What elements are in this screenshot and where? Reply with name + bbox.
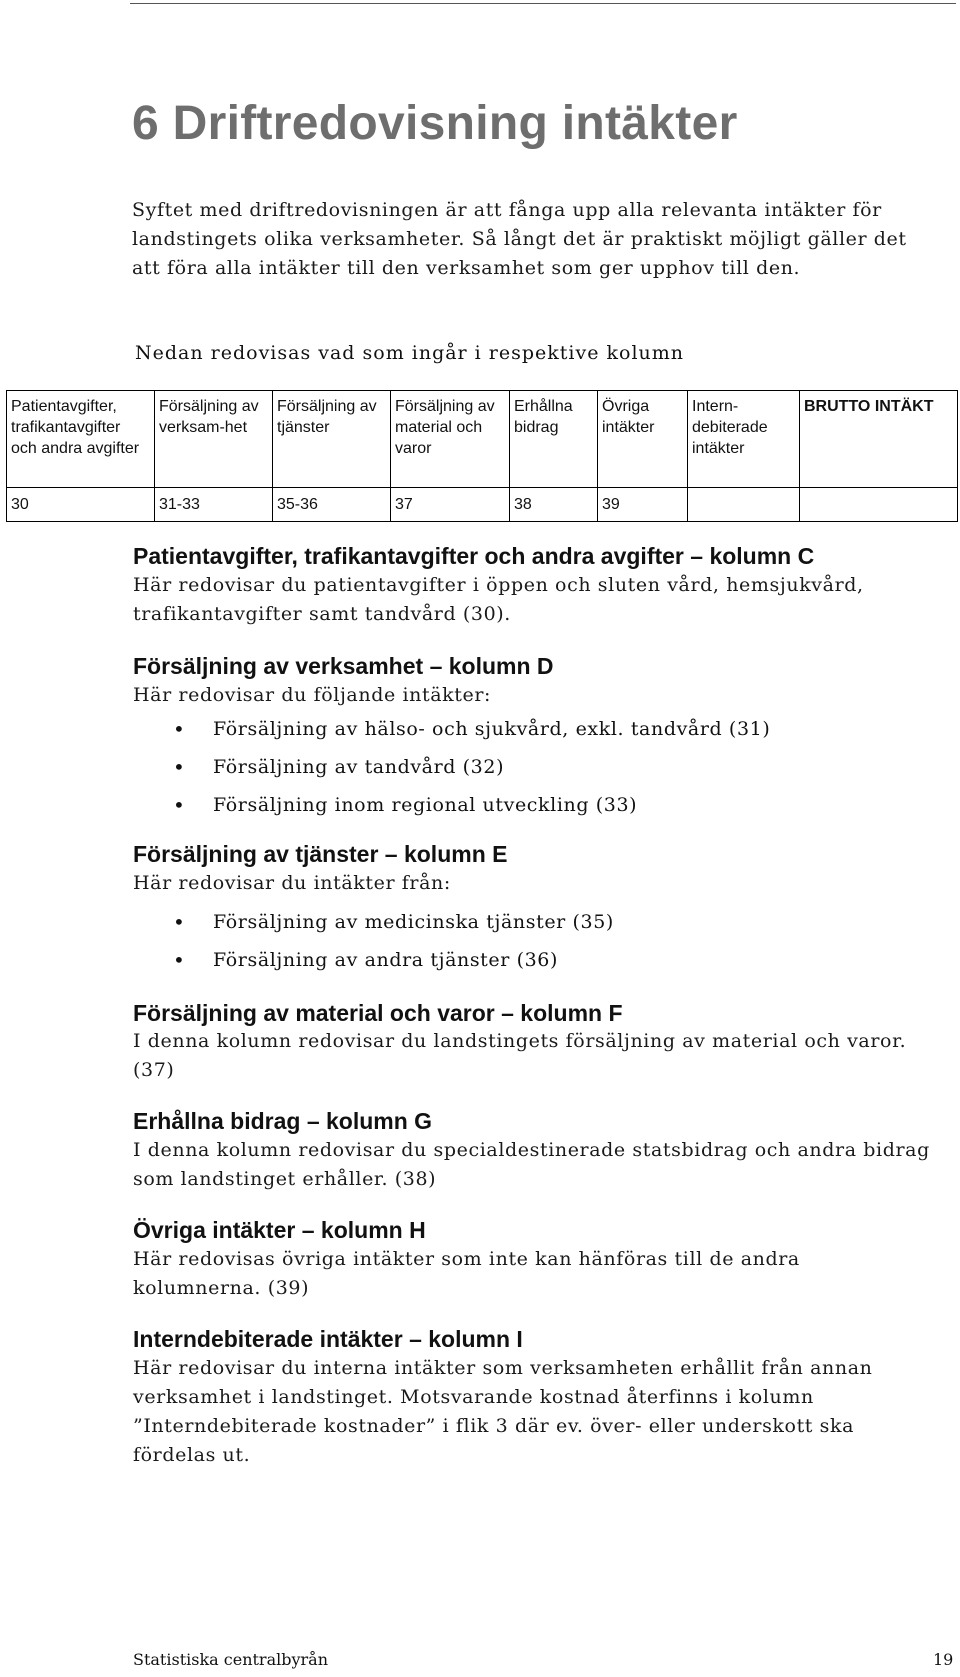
section-heading: Försäljning av tjänster – kolumn E bbox=[133, 841, 508, 867]
code-cell: 35-36 bbox=[273, 488, 391, 522]
table-caption: Nedan redovisas vad som ingår i respektive kolumn bbox=[135, 342, 685, 364]
bullet-list bbox=[133, 911, 614, 987]
bullet-list bbox=[133, 718, 770, 832]
section-heading: Försäljning av verksamhet – kolumn D bbox=[133, 653, 554, 679]
header-cell: Intern-debiterade intäkter bbox=[688, 391, 800, 488]
code-cell: 30 bbox=[7, 488, 155, 522]
section-heading: Övriga intäkter – kolumn H bbox=[133, 1217, 426, 1243]
code-cell: 39 bbox=[598, 488, 688, 522]
header-cell: Erhållna bidrag bbox=[510, 391, 598, 488]
table-header-row bbox=[7, 391, 958, 488]
code-cell: 37 bbox=[391, 488, 510, 522]
code-cell bbox=[688, 488, 800, 522]
list-item: • Försäljning av tandvård (32) bbox=[133, 756, 770, 794]
top-rule bbox=[130, 3, 956, 4]
section-heading: Försäljning av material och varor – kolumn F bbox=[133, 1000, 623, 1026]
header-cell: Försäljning av tjänster bbox=[273, 391, 391, 488]
code-cell: 31-33 bbox=[155, 488, 273, 522]
header-cell: Försäljning av material och varor bbox=[391, 391, 510, 488]
footer-publisher: Statistiska centralbyrån bbox=[133, 1650, 329, 1669]
code-cell bbox=[800, 488, 958, 522]
section-body: Här redovisas övriga intäkter som inte kan hänföras till de andra kolumnerna. (39) bbox=[133, 1248, 800, 1299]
section-body: Här redovisar du intäkter från: bbox=[133, 872, 451, 894]
section-body: Här redovisar du patientavgifter i öppen och sluten vård, hemsjukvård, trafikantavgifter samt tandvård (30). bbox=[133, 574, 864, 625]
code-cell: 38 bbox=[510, 488, 598, 522]
list-item: • Försäljning av hälso- och sjukvård, exkl. tandvård (31) bbox=[133, 718, 770, 756]
list-item: • Försäljning av medicinska tjänster (35) bbox=[133, 911, 614, 949]
header-cell-total: BRUTTO INTÄKT bbox=[800, 391, 958, 488]
section-body: Här redovisar du interna intäkter som verksamheten erhållit från annan verksamhet i landstinget. Motsvarande kostnad återfinns i kolumn ”Interndebiterade kostnader” i flik 3 där ev. över- eller underskott ska fördelas ut. bbox=[133, 1357, 873, 1466]
list-item: • Försäljning av andra tjänster (36) bbox=[133, 949, 614, 987]
header-cell: Försäljning av verksam-het bbox=[155, 391, 273, 488]
header-cell: Övriga intäkter bbox=[598, 391, 688, 488]
table-code-row bbox=[7, 488, 958, 522]
section-body: I denna kolumn redovisar du landstingets försäljning av material och varor. (37) bbox=[133, 1030, 907, 1081]
section-heading: Patientavgifter, trafikantavgifter och andra avgifter – kolumn C bbox=[133, 543, 815, 569]
section-heading: Interndebiterade intäkter – kolumn I bbox=[133, 1326, 523, 1352]
header-cell: Patientavgifter, trafikantavgifter och andra avgifter bbox=[7, 391, 155, 488]
page-number: 19 bbox=[933, 1650, 954, 1669]
list-item: • Försäljning inom regional utveckling (33) bbox=[133, 794, 770, 832]
section-body: I denna kolumn redovisar du specialdestinerade statsbidrag och andra bidrag som landstinget erhåller. (38) bbox=[133, 1139, 930, 1190]
column-table bbox=[6, 390, 958, 522]
section-body: Här redovisar du följande intäkter: bbox=[133, 684, 491, 706]
section-heading: Erhållna bidrag – kolumn G bbox=[133, 1108, 433, 1134]
intro-paragraph: Syftet med driftredovisningen är att fånga upp alla relevanta intäkter för landstingets olika verksamheter. Så långt det är praktiskt möjligt gäller det att föra alla intäkter till den verksamhet som ger upphov till den. bbox=[132, 199, 907, 279]
page-heading: 6 Driftredovisning intäkter bbox=[132, 97, 738, 150]
